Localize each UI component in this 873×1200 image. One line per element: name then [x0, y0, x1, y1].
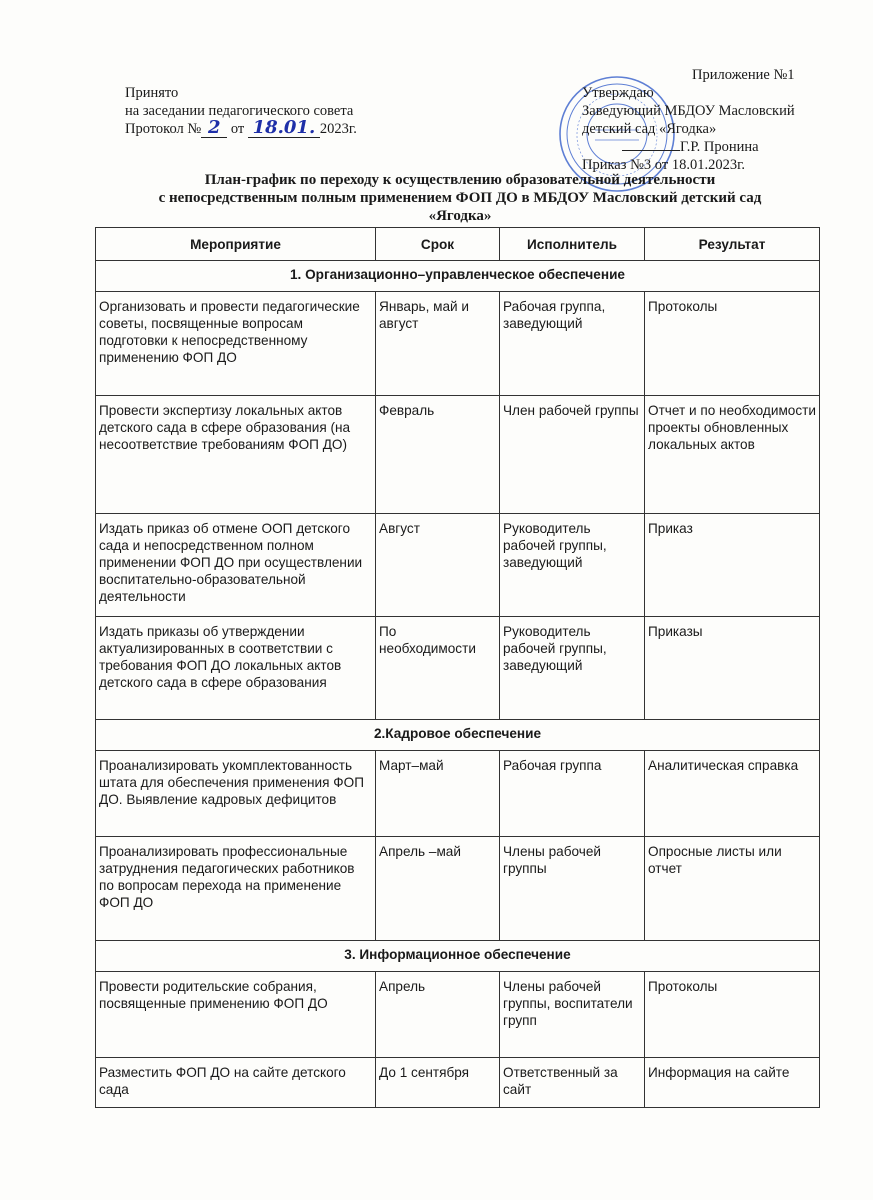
table-cell: Члены рабочей группы, воспитатели групп [500, 972, 645, 1058]
table-cell: Проанализировать укомплектованность штата для обеспечения применения ФОП ДО. Выявление кадровых дефицитов [96, 751, 376, 837]
head-position: Заведующий МБДОУ Масловский [582, 103, 795, 119]
protocol-number: 2 [207, 117, 221, 138]
table-row [96, 514, 820, 617]
section-title: 2.Кадровое обеспечение [96, 720, 820, 751]
signature-line [582, 138, 795, 156]
table-cell: Провести родительские собрания, посвященные применению ФОП ДО [96, 972, 376, 1058]
order-number: Приказ №3 от 18.01.2023г. [582, 157, 746, 173]
table-cell: Издать приказ об отмене ООП детского сада и непосредственном полном применении ФОП ДО при осуществлении воспитательно-образовательной деятельности [96, 514, 376, 617]
table-row [96, 972, 820, 1058]
table-header-row [96, 228, 820, 261]
table-cell: Провести экспертизу локальных актов детского сада в сфере образования (на несоответствие требованиям ФОП ДО) [96, 396, 376, 514]
accepted-label: Принято [125, 85, 179, 101]
table-cell: Информация на сайте [645, 1058, 820, 1108]
section-title: 3. Информационное обеспечение [96, 941, 820, 972]
table-cell: Протоколы [645, 972, 820, 1058]
table-cell: Август [376, 514, 500, 617]
column-header: Исполнитель [500, 228, 645, 261]
protocol-label: Протокол № [125, 121, 202, 137]
table-cell: Март–май [376, 751, 500, 837]
handwritten-date: 18.01. [252, 117, 316, 138]
table-row [96, 617, 820, 720]
table-row [96, 751, 820, 837]
table-row [96, 396, 820, 514]
table-row [96, 837, 820, 941]
column-header: Мероприятие [96, 228, 376, 261]
table-row [96, 292, 820, 396]
table-cell: Члены рабочей группы [500, 837, 645, 941]
table-cell: Издать приказы об утверждении актуализированных в соответствии с требования ФОП ДО локальных актов детского сада в сфере образования [96, 617, 376, 720]
plan-table [95, 227, 820, 1108]
table-cell: Рабочая группа, заведующий [500, 292, 645, 396]
table-cell: Опросные листы или отчет [645, 837, 820, 941]
table-cell: Февраль [376, 396, 500, 514]
table-cell: Руководитель рабочей группы, заведующий [500, 617, 645, 720]
section-row [96, 941, 820, 972]
table-row [96, 1058, 820, 1108]
table-cell: По необходимости [376, 617, 500, 720]
table-cell: Апрель [376, 972, 500, 1058]
column-header: Результат [645, 228, 820, 261]
approval-block-right [582, 66, 795, 174]
protocol-line [125, 117, 357, 138]
table-cell: До 1 сентября [376, 1058, 500, 1108]
signatory-name: Г.Р. Пронина [680, 139, 759, 155]
table-cell: Приказ [645, 514, 820, 617]
approved-label: Утверждаю [582, 85, 654, 101]
section-title: 1. Организационно–управленческое обеспечение [96, 261, 820, 292]
table-cell: Январь, май и август [376, 292, 500, 396]
table-cell: Апрель –май [376, 837, 500, 941]
table-cell: Отчет и по необходимости проекты обновленных локальных актов [645, 396, 820, 514]
table-cell: Рабочая группа [500, 751, 645, 837]
section-row [96, 261, 820, 292]
kindergarten-name: детский сад «Ягодка» [582, 121, 717, 137]
table-cell: Приказы [645, 617, 820, 720]
table-cell: Руководитель рабочей группы, заведующий [500, 514, 645, 617]
table-cell: Член рабочей группы [500, 396, 645, 514]
table-cell: Разместить ФОП ДО на сайте детского сада [96, 1058, 376, 1108]
year: 2023г. [319, 121, 357, 137]
table-cell: Организовать и провести педагогические советы, посвященные вопросам подготовки к непосредственному применению ФОП ДО [96, 292, 376, 396]
annex-number: Приложение №1 [692, 67, 795, 83]
table-cell: Проанализировать профессиональные затруднения педагогических работников по вопросам перехода на применение ФОП ДО [96, 837, 376, 941]
from-label: от [230, 121, 245, 137]
section-row [96, 720, 820, 751]
column-header: Срок [376, 228, 500, 261]
table-cell: Аналитическая справка [645, 751, 820, 837]
approval-block-left [125, 84, 357, 138]
table-cell: Протоколы [645, 292, 820, 396]
council-label: на заседании педагогического совета [125, 103, 354, 119]
table-cell: Ответственный за сайт [500, 1058, 645, 1108]
document-title: План-график по переходу к осуществлению образовательной деятельности с непосредственным полным применением ФОП ДО в МБДОУ Масловский детский сад «Ягодка» [158, 172, 762, 224]
